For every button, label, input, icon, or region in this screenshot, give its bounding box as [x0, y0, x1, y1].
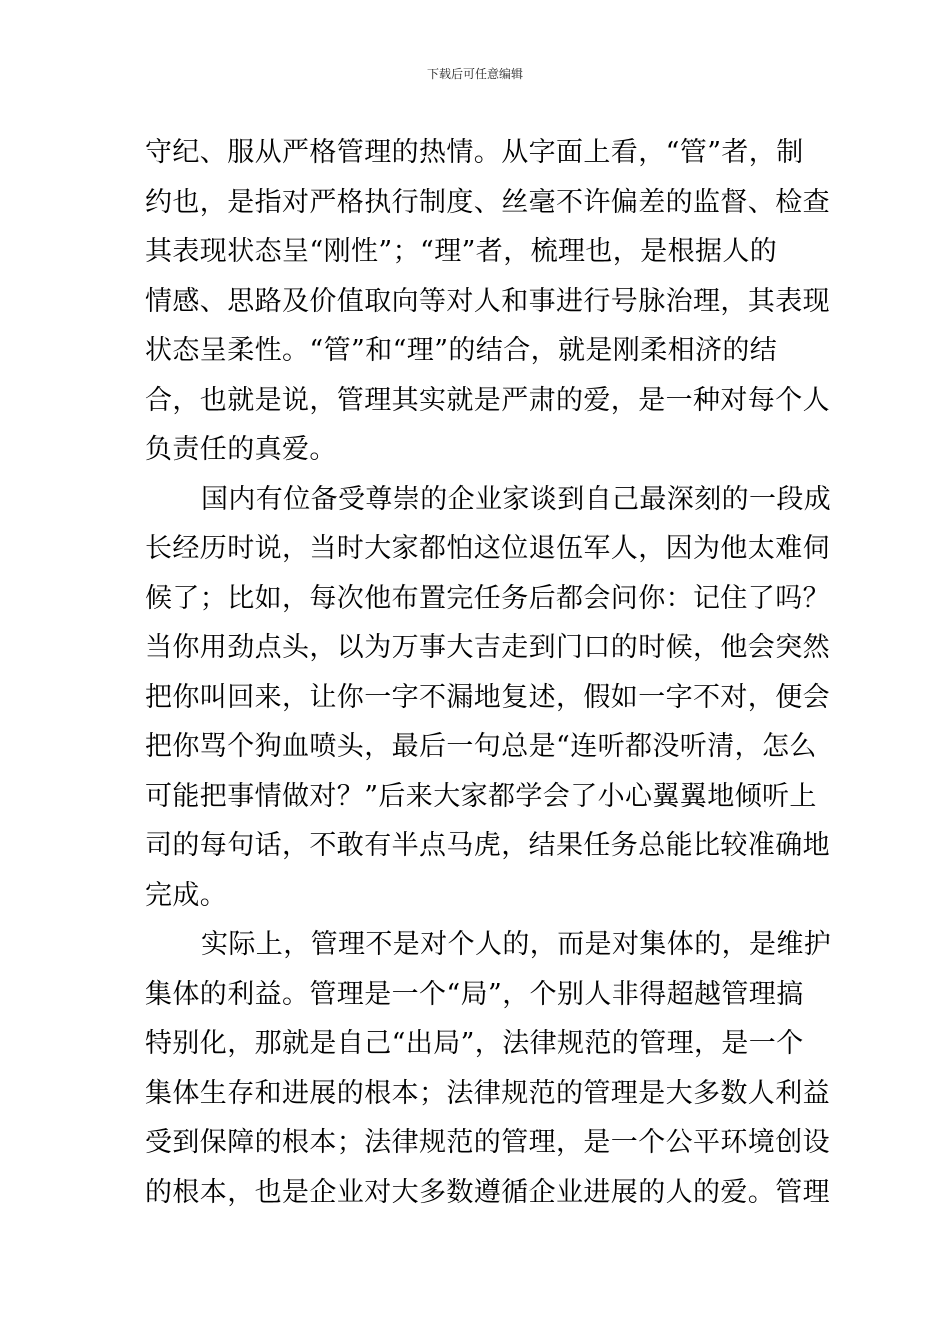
text-line: 完成。 [145, 879, 228, 911]
text-line: 当你用劲点头，以为万事大吉走到门口的时候，他会突然 [145, 632, 830, 663]
text-line: 可能把事情做对？”后来大家都学会了小心翼翼地倾听上 [145, 780, 817, 812]
text-line: 负责任的真爱。 [145, 434, 337, 465]
text-line: 实际上，管理不是对个人的，而是对集体的，是维护 [201, 929, 832, 960]
text-line: 守纪、服从严格管理的热情。从字面上看，“管”者，制 [145, 137, 804, 168]
paragraph [145, 920, 832, 1217]
text-line: 情感、思路及价值取向等对人和事进行号脉治理，其表现 [145, 285, 830, 317]
text-line: 状态呈柔性。“管”和“理”的结合，就是刚柔相济的结 [145, 335, 778, 366]
text-line: 特别化，那就是自己“出局”，法律规范的管理，是一个 [145, 1028, 804, 1059]
page-header: 下载后可任意编辑 [426, 67, 523, 81]
paragraph [145, 475, 832, 921]
text-line: 司的每句话，不敢有半点马虎，结果任务总能比较准确地 [145, 830, 830, 861]
text-line: 候了；比如，每次他布置完任务后都会问你：记住了吗？ [145, 582, 830, 614]
text-line: 把你叫回来，让你一字不漏地复述，假如一字不对，便会 [145, 681, 830, 713]
text-line: 集体生存和进展的根本；法律规范的管理是大多数人利益 [145, 1077, 830, 1109]
text-line: 长经历时说，当时大家都怕这位退伍军人，因为他太难伺 [145, 533, 830, 564]
text-line: 国内有位备受尊崇的企业家谈到自己最深刻的一段成 [201, 483, 832, 515]
text-line: 约也，是指对严格执行制度、丝毫不许偏差的监督、检查 [145, 186, 830, 218]
paragraph [145, 128, 830, 475]
text-line: 其表现状态呈“刚性”；“理”者，梳理也，是根据人的 [145, 236, 778, 267]
document-body [145, 128, 832, 1217]
text-line: 合，也就是说，管理其实就是严肃的爱，是一种对每个人 [145, 384, 830, 416]
text-line: 的根本，也是企业对大多数遵循企业进展的人的爱。管理 [145, 1176, 830, 1208]
text-line: 集体的利益。管理是一个“局”，个别人非得超越管理搞 [145, 978, 804, 1010]
text-line: 把你骂个狗血喷头，最后一句总是“连听都没听清，怎么 [145, 731, 817, 762]
text-line: 受到保障的根本；法律规范的管理，是一个公平环境创设 [145, 1127, 830, 1158]
